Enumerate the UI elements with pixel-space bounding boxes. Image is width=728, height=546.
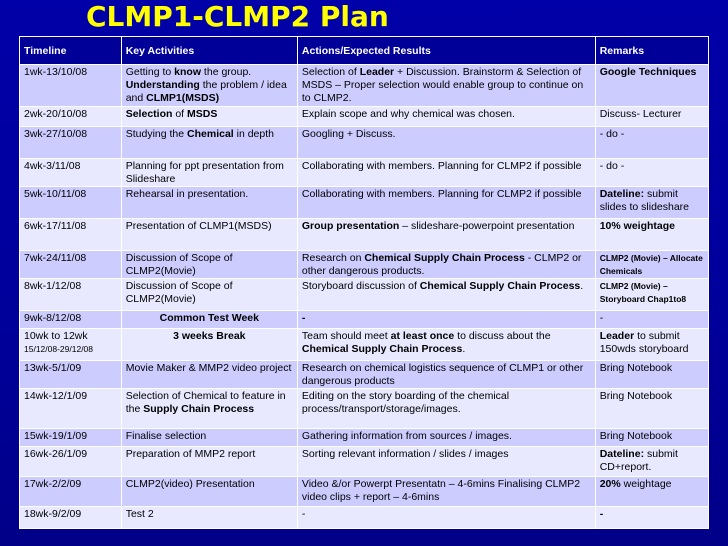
text: Bring Notebook — [599, 362, 673, 374]
cell-key-activities — [121, 329, 297, 361]
bold-text: CLMP1(MSDS) — [146, 92, 220, 104]
text: - CLMP2 or other dangerous products. — [301, 252, 582, 277]
cell-timeline — [20, 311, 122, 329]
text: Collaborating with members. Planning for CLMP2 if possible — [301, 160, 582, 172]
timeline-text: 4wk-3/11/08 — [24, 160, 81, 172]
timeline-text: 5wk-10/11/08 — [24, 188, 87, 200]
bold-text: know — [174, 66, 202, 78]
bold-text: Chemical Supply Chain Process — [364, 252, 525, 264]
bold-text: - — [599, 508, 604, 520]
cell-remarks — [595, 279, 708, 311]
plan-table — [19, 36, 709, 529]
cell-key-activities — [121, 159, 297, 187]
table-row — [20, 429, 709, 447]
text: Video &/or Powerpt Presentatn – 4-6mins Finalising CLMP2 video clips + report – 4-6mins — [301, 478, 581, 503]
text: Studying the — [125, 128, 188, 140]
text: Explain scope and why chemical was chosen. — [301, 108, 515, 120]
cell-key-activities — [121, 279, 297, 311]
cell-actions — [297, 187, 595, 219]
cell-remarks — [595, 389, 708, 429]
bold-text: at least once — [390, 330, 455, 342]
text: Collaborating with members. Planning for CLMP2 if possible — [301, 188, 582, 200]
bold-text: Leader — [359, 66, 395, 78]
cell-actions — [297, 311, 595, 329]
table-row — [20, 389, 709, 429]
cell-key-activities — [121, 65, 297, 107]
timeline-text: 3wk-27/10/08 — [24, 128, 88, 140]
text: Planning for ppt presentation from Slideshare — [125, 160, 284, 185]
text: - — [599, 312, 604, 324]
cell-remarks — [595, 507, 708, 529]
cell-remarks — [595, 361, 708, 389]
text: Getting to — [125, 66, 175, 78]
table-row — [20, 159, 709, 187]
header-remarks: Remarks — [595, 37, 708, 65]
bold-text: CLMP2 (Movie) – Storyboard Chap1to8 — [599, 281, 687, 304]
table-row — [20, 447, 709, 477]
cell-remarks — [595, 429, 708, 447]
table-row — [20, 279, 709, 311]
cell-actions — [297, 251, 595, 279]
text: Selection of — [301, 66, 360, 78]
bold-text: Chemical Supply Chain Process — [419, 280, 581, 292]
cell-actions — [297, 219, 595, 251]
text: - do - — [599, 160, 625, 172]
timeline-text: 9wk-8/12/08 — [24, 312, 82, 324]
cell-remarks — [595, 447, 708, 477]
text: Movie Maker & MMP2 video project — [125, 362, 292, 374]
text: Research on — [301, 252, 365, 264]
cell-actions — [297, 159, 595, 187]
cell-key-activities — [121, 477, 297, 507]
cell-timeline — [20, 447, 122, 477]
timeline-text: 10wk to 12wk — [24, 330, 88, 342]
text: . — [462, 343, 466, 355]
table-row — [20, 107, 709, 127]
cell-timeline — [20, 219, 122, 251]
text: - do - — [599, 128, 625, 140]
header-timeline: Timeline — [20, 37, 122, 65]
bold-text: CLMP2 (Movie) – Allocate Chemicals — [599, 253, 703, 276]
cell-key-activities — [121, 389, 297, 429]
page-title: CLMP1-CLMP2 Plan — [86, 0, 389, 33]
cell-timeline — [20, 251, 122, 279]
bold-text: 20% — [599, 478, 621, 490]
text: Rehearsal in presentation. — [125, 188, 249, 200]
cell-remarks — [595, 477, 708, 507]
bold-text: Understanding — [125, 79, 200, 91]
text: Discussion of Scope of CLMP2(Movie) — [125, 252, 233, 277]
text: Discussion of Scope of CLMP2(Movie) — [125, 280, 233, 305]
cell-remarks — [595, 219, 708, 251]
cell-key-activities — [121, 251, 297, 279]
table-row — [20, 251, 709, 279]
text: Test 2 — [125, 508, 154, 520]
timeline-text: 1wk-13/10/08 — [24, 66, 88, 78]
cell-remarks — [595, 107, 708, 127]
cell-key-activities — [121, 507, 297, 529]
text: Storyboard discussion of — [301, 280, 420, 292]
timeline-text: 17wk-2/2/09 — [24, 478, 82, 490]
table-row — [20, 477, 709, 507]
bold-text: Supply Chain Process — [143, 403, 255, 415]
text: to submit 150wds storyboard — [599, 330, 689, 355]
cell-key-activities — [121, 361, 297, 389]
text: Gathering information from sources / images. — [301, 430, 512, 442]
timeline-subtext: 15/12/08-29/12/08 — [24, 344, 94, 354]
cell-key-activities — [121, 311, 297, 329]
cell-timeline — [20, 187, 122, 219]
cell-remarks — [595, 65, 708, 107]
bold-text: Chemical — [187, 128, 234, 140]
text: the group. — [201, 66, 252, 78]
cell-key-activities — [121, 219, 297, 251]
text: in depth — [233, 128, 274, 140]
timeline-text: 7wk-24/11/08 — [24, 252, 87, 264]
bold-text: 3 weeks Break — [173, 330, 246, 342]
bold-text: Google Techniques — [599, 66, 697, 78]
text: Sorting relevant information / slides / images — [301, 448, 509, 460]
timeline-text: 15wk-19/1/09 — [24, 430, 88, 442]
cell-remarks — [595, 251, 708, 279]
cell-actions — [297, 447, 595, 477]
table-row — [20, 329, 709, 361]
text: Presentation of CLMP1(MSDS) — [125, 220, 272, 232]
cell-actions — [297, 361, 595, 389]
cell-actions — [297, 65, 595, 107]
cell-key-activities — [121, 127, 297, 159]
timeline-text: 13wk-5/1/09 — [24, 362, 82, 374]
cell-timeline — [20, 507, 122, 529]
table-row — [20, 311, 709, 329]
text: Bring Notebook — [599, 390, 673, 402]
table-row — [20, 187, 709, 219]
cell-actions — [297, 279, 595, 311]
timeline-text: 14wk-12/1/09 — [24, 390, 88, 402]
header-key-activities: Key Activities — [121, 37, 297, 65]
cell-remarks — [595, 311, 708, 329]
text: submit slides to slideshare — [599, 188, 690, 213]
cell-key-activities — [121, 447, 297, 477]
bold-text: 10% weightage — [599, 220, 675, 232]
cell-key-activities — [121, 107, 297, 127]
text: Googling + Discuss. — [301, 128, 396, 140]
bold-text: Group presentation — [301, 220, 400, 232]
table-body — [20, 65, 709, 529]
bold-text: Dateline: — [599, 188, 645, 200]
text: CLMP2(video) Presentation — [125, 478, 255, 490]
cell-actions — [297, 127, 595, 159]
text: of — [172, 108, 187, 120]
bold-text: MSDS — [187, 108, 218, 120]
text: Bring Notebook — [599, 430, 673, 442]
cell-key-activities — [121, 187, 297, 219]
table-row — [20, 507, 709, 529]
cell-remarks — [595, 127, 708, 159]
text: . — [580, 280, 584, 292]
timeline-text: 18wk-9/2/09 — [24, 508, 82, 520]
table-row — [20, 219, 709, 251]
timeline-text: 8wk-1/12/08 — [24, 280, 82, 292]
cell-timeline — [20, 429, 122, 447]
cell-remarks — [595, 329, 708, 361]
text: Finalise selection — [125, 430, 207, 442]
header-actions-expected-results: Actions/Expected Results — [297, 37, 595, 65]
cell-timeline — [20, 279, 122, 311]
timeline-text: 6wk-17/11/08 — [24, 220, 87, 232]
cell-actions — [297, 507, 595, 529]
table-row — [20, 127, 709, 159]
bold-text: - — [301, 312, 306, 324]
cell-timeline — [20, 107, 122, 127]
table-header-row — [20, 37, 709, 65]
text: Editing on the story boarding of the chemical process/transport/storage/images. — [301, 390, 510, 415]
bold-text: Common Test Week — [159, 312, 259, 324]
text: – slideshare-powerpoint presentation — [399, 220, 575, 232]
table-row — [20, 361, 709, 389]
cell-timeline — [20, 159, 122, 187]
text: Research on chemical logistics sequence of CLMP1 or other dangerous products — [301, 362, 584, 387]
bold-text: Chemical Supply Chain Process — [301, 343, 463, 355]
cell-timeline — [20, 65, 122, 107]
bold-text: Selection — [125, 108, 173, 120]
text: Preparation of MMP2 report — [125, 448, 256, 460]
text: + Discussion. Brainstorm & Selection of MSDS – Proper selection would enable group to continue on to CLMP2. — [301, 66, 584, 104]
bold-text: Leader — [599, 330, 635, 342]
cell-timeline — [20, 361, 122, 389]
timeline-text: 2wk-20/10/08 — [24, 108, 88, 120]
text: submit CD+report. — [599, 448, 678, 473]
cell-timeline — [20, 477, 122, 507]
cell-actions — [297, 107, 595, 127]
cell-actions — [297, 429, 595, 447]
text: weightage — [620, 478, 672, 490]
timeline-text: 16wk-26/1/09 — [24, 448, 88, 460]
text: Selection of Chemical to feature in the — [125, 390, 286, 415]
table-row — [20, 65, 709, 107]
text: - — [301, 508, 306, 520]
cell-remarks — [595, 187, 708, 219]
text: the problem / idea and — [125, 79, 287, 104]
text: to discuss about the — [454, 330, 551, 342]
text: Discuss- Lecturer — [599, 108, 682, 120]
cell-timeline — [20, 127, 122, 159]
cell-actions — [297, 389, 595, 429]
bold-text: Dateline: — [599, 448, 645, 460]
cell-key-activities — [121, 429, 297, 447]
cell-timeline — [20, 329, 122, 361]
cell-timeline — [20, 389, 122, 429]
cell-actions — [297, 329, 595, 361]
text: Team should meet — [301, 330, 391, 342]
cell-actions — [297, 477, 595, 507]
cell-remarks — [595, 159, 708, 187]
